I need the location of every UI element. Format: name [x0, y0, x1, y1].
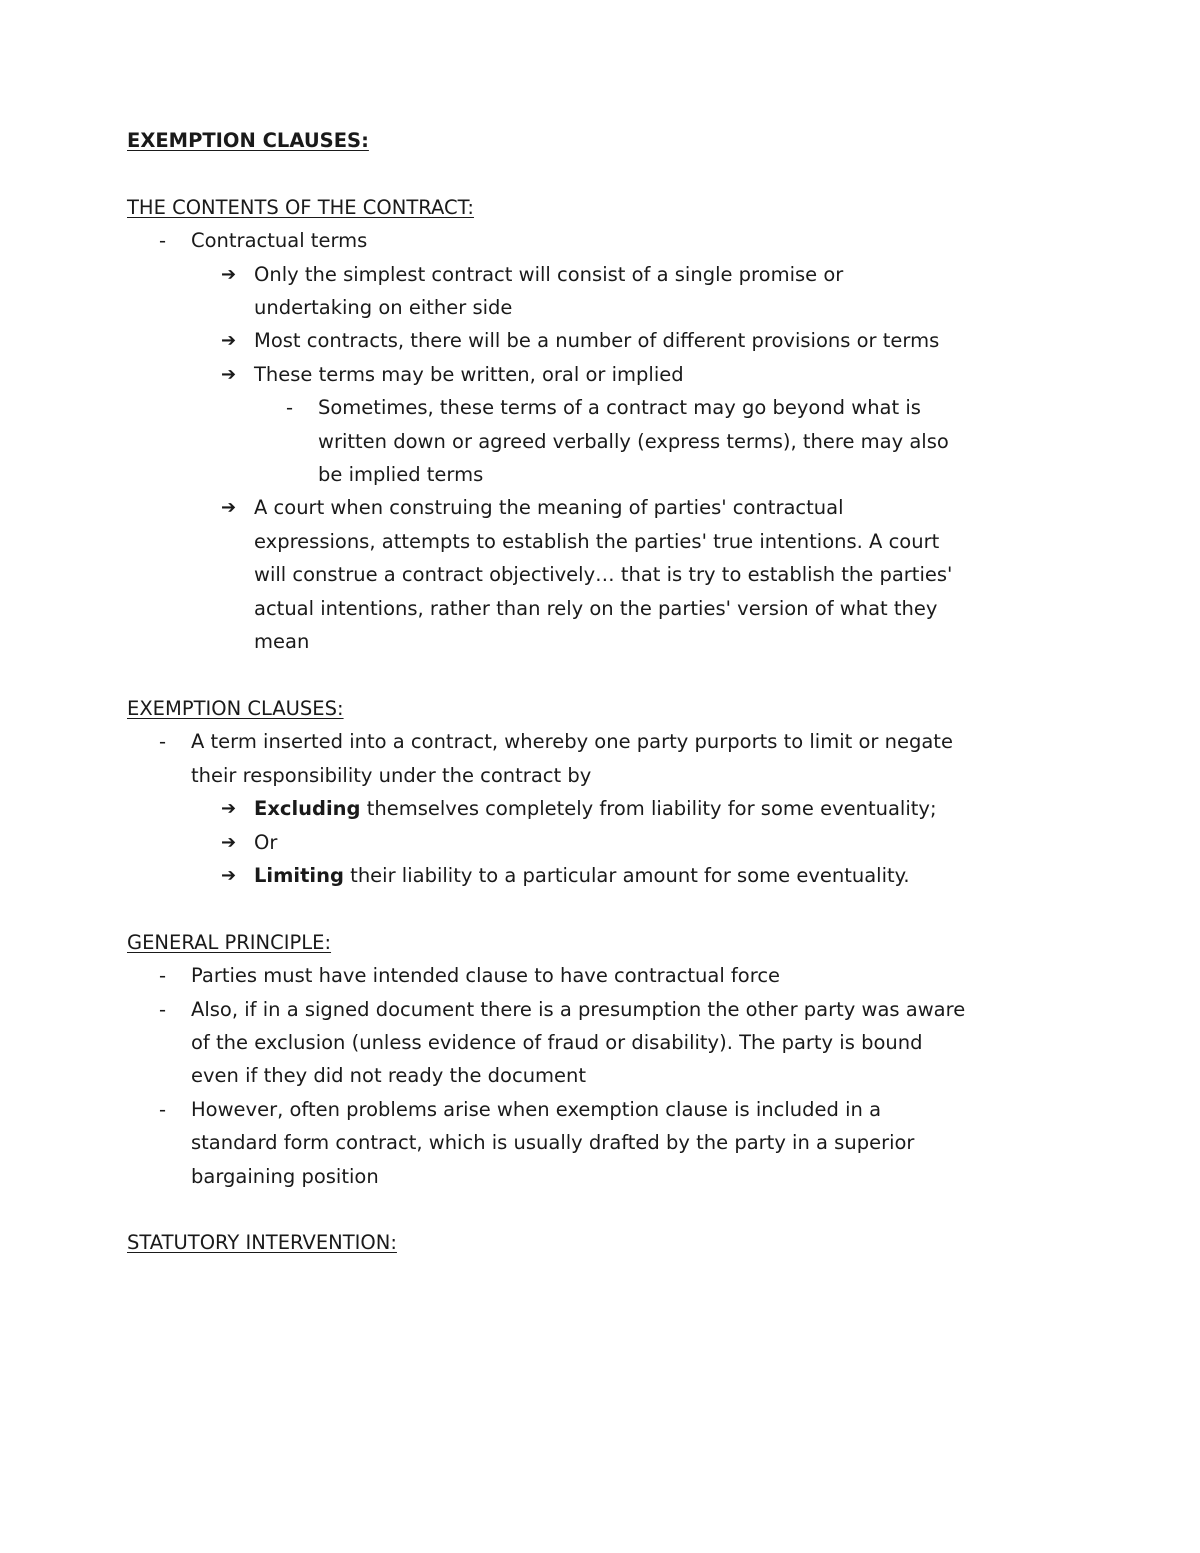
document-title: EXEMPTION CLAUSES: [127, 129, 369, 152]
arrow-bullet-icon: ➔ [221, 497, 237, 519]
list-item-text: However, often problems arise when exemption clause is included in a standard form contract, which is usually drafted by the party in a superior bargaining position [191, 1097, 915, 1188]
arrow-bullet-icon: ➔ [221, 263, 237, 285]
arrow-bullet-icon: ➔ [221, 864, 237, 886]
spacer [127, 157, 967, 190]
list-item [127, 993, 967, 1093]
list-item-text: themselves completely from liability for some eventuality; [360, 797, 937, 821]
list-item-text: A court when construing the meaning of parties' contractual expressions, attempts to establish the parties' true intentions. A court will construe a contract objectively… that is try to establish the parties' actual intentions, rather than rely on the parties' version of what they mean [254, 496, 953, 654]
dash-bullet: - [159, 1097, 167, 1121]
dash-bullet: - [286, 396, 294, 420]
list-item-text: their liability to a particular amount for some eventuality. [343, 863, 910, 887]
list-item [127, 358, 967, 391]
bold-term: Excluding [254, 797, 361, 821]
list-item [127, 1093, 967, 1193]
list-item-text: Sometimes, these terms of a contract may go beyond what is written down or agreed verbally (express terms), there may also be implied terms [318, 396, 949, 487]
section-heading-exemption-clauses: EXEMPTION CLAUSES: [127, 696, 344, 720]
list-item [127, 725, 967, 792]
spacer [127, 658, 967, 691]
bold-term: Limiting [254, 863, 344, 887]
list-item [127, 391, 967, 491]
list-item-text: A term inserted into a contract, whereby one party purports to limit or negate their responsibility under the contract by [191, 730, 953, 787]
list-item-text: Parties must have intended clause to have contractual force [191, 964, 781, 988]
list-item-text: Only the simplest contract will consist of a single promise or undertaking on either side [254, 262, 844, 320]
dash-bullet: - [159, 997, 167, 1021]
list-item [127, 792, 967, 825]
list-item [127, 859, 967, 892]
arrow-bullet-icon: ➔ [221, 798, 237, 820]
section-heading-statutory-intervention: STATUTORY INTERVENTION: [127, 1231, 397, 1255]
arrow-bullet-icon: ➔ [221, 330, 237, 352]
list-item-text: Contractual terms [191, 229, 368, 253]
spacer [127, 892, 967, 925]
list-item [127, 491, 967, 658]
dash-bullet: - [159, 730, 167, 754]
dash-bullet: - [159, 229, 167, 253]
list-item [127, 959, 967, 992]
list-item-text: These terms may be written, oral or implied [254, 362, 684, 386]
section-heading-contents: THE CONTENTS OF THE CONTRACT: [127, 195, 474, 219]
list-item [127, 324, 967, 357]
list-item [127, 224, 967, 257]
list-item-text: Or [254, 830, 278, 854]
spacer [127, 1193, 967, 1226]
list-item [127, 826, 967, 859]
list-item [127, 258, 967, 325]
list-item-text: Also, if in a signed document there is a presumption the other party was aware of the exclusion (unless evidence of fraud or disability). The party is bound even if they did not ready the document [191, 997, 966, 1088]
list-item-text: Most contracts, there will be a number of different provisions or terms [254, 329, 940, 353]
arrow-bullet-icon: ➔ [221, 363, 237, 385]
section-heading-general-principle: GENERAL PRINCIPLE: [127, 930, 332, 954]
document-page [127, 124, 967, 1260]
arrow-bullet-icon: ➔ [221, 831, 237, 853]
dash-bullet: - [159, 964, 167, 988]
